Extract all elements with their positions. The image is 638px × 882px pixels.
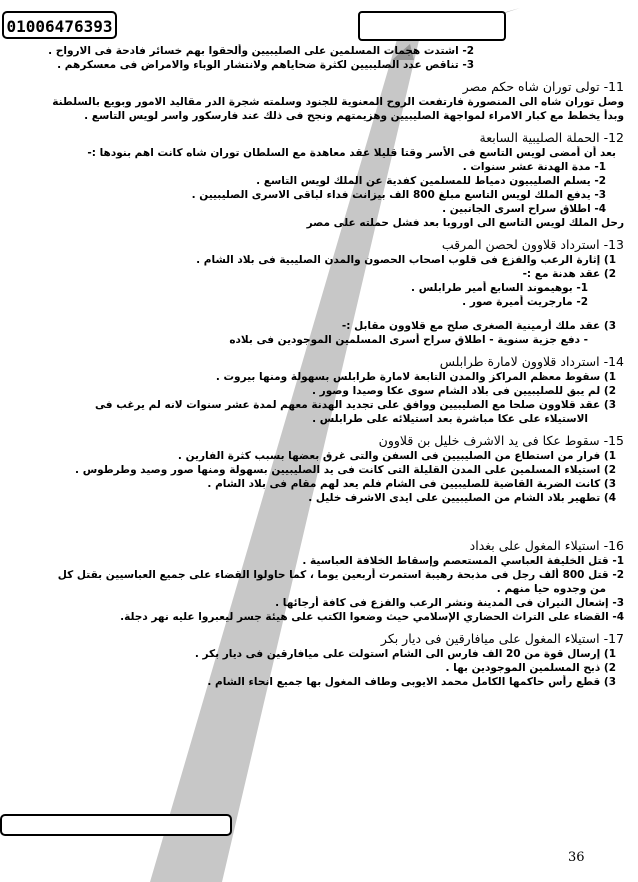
list-item: 3- إشعال النيران فى المدينة ونشر الرعب والفزع فى كافة أرجائها . — [275, 597, 624, 609]
list-item: 2) لم يبق للصليبيين فى بلاد الشام سوى عكا وصيدا وصور . — [312, 385, 616, 397]
section-13-heading: 13- استرداد قلاوون لحصن المرقب — [441, 237, 624, 252]
list-item: 1) إثارة الرعب والفزع فى قلوب اصحاب الحصون والمدن الصليبية فى بلاد الشام . — [196, 254, 616, 266]
list-item: 1- قتل الخليفة العباسي المستعصم وإسقاط الخلافة العباسية . — [302, 555, 624, 567]
section-12-heading: 12- الحملة الصليبية السابعة — [479, 130, 624, 145]
section-14-heading: 14- استرداد قلاوون لامارة طرابلس — [439, 354, 624, 369]
text-line: وصل توران شاه الى المنصورة فارتفعت الروح المعنوية للجنود وسلمته شجرة الدر مقاليد الامور وبويع بالسلطنة — [52, 96, 624, 108]
page-number: 36 — [568, 850, 585, 865]
sub-item: 2- مارجريت أميرة صور . — [462, 296, 588, 308]
list-item: 3) عقد قلاوون صلحا مع الصليبيين ووافق على تجديد الهدنة معهم لمدة عشر سنوات لانه لم يرغب فى — [95, 399, 616, 411]
list-item: 3) قطع رأس حاكمها الكامل محمد الايوبى وطاف المغول بها جميع انحاء الشام . — [207, 676, 616, 688]
list-item: 1) سقوط معظم المراكز والمدن التابعة لامارة طرابلس بسهولة ومنها بيروت . — [215, 371, 616, 383]
list-item: 2) عقد هدنة مع :- — [522, 268, 616, 280]
list-item: 4- القضاء على التراث الحضاري الإسلامي حيث وضعوا الكتب على هيئة جسر ليعبروا عليه نهر دجلة. — [120, 611, 624, 623]
list-item: 3) كانت الضربة القاضية للصليبيين فى الشام فلم يعد لهم مقام فى بلاد الشام . — [207, 478, 616, 490]
text-line: وبدأ يخطط مع كبار الامراء لمواجهة الصليبيين وهزيمتهم ونجح فى ذلك عند فارسكور واسر لويس التاسع . — [84, 110, 624, 122]
blank-title-box — [358, 11, 506, 41]
list-item: 4- اطلاق سراح اسرى الجانبين . — [442, 203, 606, 215]
section-15-heading: 15- سقوط عكا فى يد الاشرف خليل بن قلاوون — [378, 433, 624, 448]
section-16-heading: 16- استيلاء المغول على بغداد — [469, 538, 624, 553]
text-line: بعد أن أمضى لويس التاسع فى الأسر وقتا قليلا عقد معاهدة مع السلطان توران شاه كانت اهم بنودها :- — [87, 147, 616, 159]
sub-item: 1- بوهيموند السابع أمير طرابلس . — [411, 282, 588, 294]
list-item: 1) فرار من استطاع من الصليبيين فى السفن والتى غرق بعضها بسبب كثرة الفارين . — [177, 450, 616, 462]
text-line: 3- تناقص عدد الصليبيين لكثرة ضحاياهم ولانتشار الوباء والامراض فى معسكرهم . — [57, 59, 474, 71]
list-item: 2) ذبح المسلمين الموجودين بها . — [445, 662, 616, 674]
text-line: رحل الملك لويس التاسع الى اوروبا بعد فشل حملته على مصر — [306, 217, 624, 229]
list-item: 2- قتل 800 ألف رجل فى مذبحة رهيبة استمرت أربعين يوما ، كما حاولوا القضاء على جميع العباسيين بقتل كل — [57, 569, 624, 581]
list-item: 2) استيلاء المسلمين على المدن القليلة التى كانت فى يد الصليبيين بسهولة ومنها صور وصيد وطرطوس . — [75, 464, 616, 476]
list-item: 3- يدفع الملك لويس التاسع مبلغ 800 الف بيزانت فداء لباقى الاسرى الصليبيين . — [191, 189, 606, 201]
text-line: 2- اشتدت هجمات المسلمين على الصليبيين وألحقوا بهم خسائر فادحة فى الارواح . — [48, 45, 474, 57]
section-17-heading: 17- استيلاء المغول على ميافارقين فى ديار بكر — [380, 631, 624, 646]
page-content — [10, 44, 624, 689]
list-item: 4) تطهير بلاد الشام من الصليبيين على ايدى الاشرف خليل . — [308, 492, 616, 504]
list-item: 3) عقد ملك أرمينية الصغرى صلح مع قلاوون مقابل :- — [341, 320, 616, 332]
phone-number-box: 01006476393 — [2, 11, 117, 39]
sub-item: - دفع جزية سنوية - اطلاق سراح أسرى المسلمين الموجودين فى بلاده — [229, 334, 588, 346]
bottom-bar — [0, 814, 232, 836]
text-line: الاستيلاء على عكا مباشرة بعد استيلائه على طرابلس . — [312, 413, 588, 425]
list-item: 2- يسلم الصليبيون دمياط للمسلمين كفدية عن الملك لويس التاسع . — [256, 175, 606, 187]
list-item: 1- مدة الهدنة عشر سنوات . — [462, 161, 606, 173]
list-item: 1) إرسال قوة من 20 الف فارس الى الشام استولت على ميافارقين فى ديار بكر . — [194, 648, 616, 660]
section-11-heading: 11- تولى توران شاه حكم مصر — [462, 79, 624, 94]
text-line: من وجدوه حيا منهم . — [496, 583, 606, 595]
